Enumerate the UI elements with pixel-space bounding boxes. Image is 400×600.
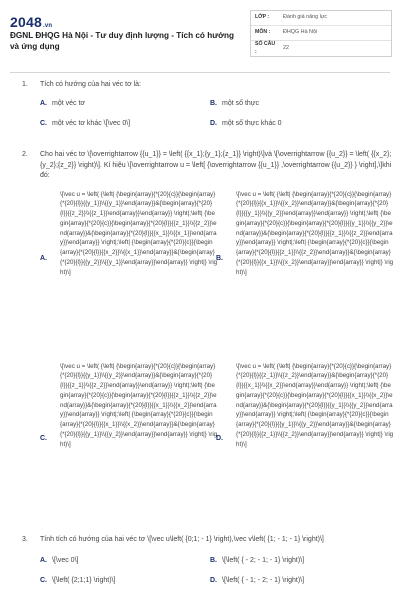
meta-key: MÔN : [255,29,271,36]
option-c[interactable] [40,576,115,586]
options [40,99,392,133]
option-label: C. [40,119,47,127]
option-a[interactable] [40,99,85,109]
meta-value: ĐHQG Hà Nội [283,29,318,36]
option-label: B. [210,556,217,564]
option-label: D. [210,576,217,584]
option-text: một số thực khác 0 [222,119,282,127]
option-d[interactable] [216,362,394,450]
meta-key: SỐ CÂU : [255,40,276,55]
question-text: Cho hai véc tơ \[\overrightarrow {{u_1}} = \left( {{x_1};{y_1};{z_1}} \right)\]và \[\overrightarrow {{u_2}} = \left( {{x_2};{y_2};{z_2}} \right)\]. Kí hiệu \[\overrightarrow u = \left[ {\overrightarrow {{u_1}} ,\overrightarrow {{u_2}} } \right],\]khi đó: [40,151,392,179]
option-label: A. [40,556,47,564]
option-label: B. [216,254,223,262]
options [40,554,392,594]
question-3 [22,535,392,594]
logo-main: 2048 [10,14,42,30]
meta-value: 22 [283,44,289,51]
option-text: \[\left( { - 2; - 1; - 1} \right)\] [222,556,305,564]
option-text: \[\vec u = \left( {\left| {\begin{array}{*{20}{c}}{\begin{array}{*{20}{l}}{{y_1}}\\{{y_2}}\end{array}}&{\begin{array}{*{20}{l}}{{z_1}}\\{{z_2}}\end{array}}\end{array}} \right|;\left| {\begin{array}{*{20}{c}}{\begin{array}{*{20}{l}}{{z_1}}\\{{z_2}}\end{array}}&{\begin{array}{*{20}{l}}{{x_1}}\\{{x_2}}\end{array}}\end{array}} \right|;\left| {\begin{array}{*{20}{c}}{\begin{array}{*{20}{l}}{{x_1}}\\{{x_2}}\end{array}}&{\begin{array}{*{20}{l}}{{y_1}}\\{{y_2}}\end{array}}\end{array}} \right|} \right)\] [60,362,218,448]
option-text: \[\vec 0\] [52,556,79,564]
question-number: 2. [22,151,28,158]
option-label: D. [216,434,223,442]
option-label: C. [40,576,47,584]
option-d[interactable] [210,119,282,129]
question-number: 3. [22,536,28,543]
worksheet-header [0,0,400,68]
question-2 [22,150,392,545]
option-label: A. [40,254,47,262]
option-label: C. [40,434,47,442]
question-1 [22,80,392,133]
option-a[interactable] [40,190,218,278]
option-text: \[\left( { - 1; - 2; - 1} \right)\] [222,576,305,584]
option-text: \[\vec u = \left( {\left| {\begin{array}{*{20}{c}}{\begin{array}{*{20}{l}}{{z_1}}\\{{z_2}}\end{array}}&{\begin{array}{*{20}{l}}{{x_1}}\\{{x_2}}\end{array}}\end{array}} \right|;\left| {\begin{array}{*{20}{c}}{\begin{array}{*{20}{l}}{{x_1}}\\{{x_2}}\end{array}}&{\begin{array}{*{20}{l}}{{y_1}}\\{{y_2}}\end{array}}\end{array}} \right|;\left| {\begin{array}{*{20}{c}}{\begin{array}{*{20}{l}}{{y_1}}\\{{y_2}}\end{array}}&{\begin{array}{*{20}{l}}{{z_1}}\\{{z_2}}\end{array}}\end{array}} \right|} \right)\] [236,362,394,448]
meta-table [250,10,392,57]
option-label: D. [210,119,217,127]
question-number: 1. [22,81,28,88]
worksheet-title: ĐGNL ĐHQG Hà Nội - Tư duy định lượng - Tích có hướng và ứng dụng [10,31,234,52]
option-text: một véc tơ [52,99,85,107]
option-b[interactable] [216,190,394,278]
option-label: B. [210,99,217,107]
meta-row-count [251,41,391,56]
option-text: một véc tơ khác \[\vec 0\] [52,119,131,127]
meta-key: LỚP : [255,14,270,21]
option-text: \[\left( {2;1;1} \right)\] [52,576,116,584]
header-divider [10,72,390,73]
meta-row-subject [251,26,391,41]
meta-row-class [251,11,391,26]
question-text: Tính tích có hướng của hai véc tơ \[\vec u\left( {0;1; - 1} \right),\vec v\left( {1; - 1; - 1} \right)\] [40,536,324,543]
option-b[interactable] [210,99,259,109]
option-text: \[\vec u = \left( {\left| {\begin{array}{*{20}{c}}{\begin{array}{*{20}{l}}{{y_1}}\\{{y_1}}\end{array}}&{\begin{array}{*{20}{l}}{{z_2}}\\{{z_1}}\end{array}}\end{array}} \right|;\left| {\begin{array}{*{20}{c}}{\begin{array}{*{20}{l}}{{z_1}}\\{{z_2}}\end{array}}&{\begin{array}{*{20}{l}}{{x_1}}\\{{x_1}}\end{array}}\end{array}} \right|;\left| {\begin{array}{*{20}{c}}{\begin{array}{*{20}{l}}{{x_2}}\\{{x_1}}\end{array}}&{\begin{array}{*{20}{l}}{{y_2}}\\{{y_1}}\end{array}}\end{array}} \right|} \right)\] [60,190,218,276]
option-c[interactable] [40,119,130,129]
option-text: \[\vec u = \left( {\left| {\begin{array}{*{20}{c}}{\begin{array}{*{20}{l}}{{x_1}}\\{{x_2}}\end{array}}&{\begin{array}{*{20}{l}}{{y_1}}\\{{y_2}}\end{array}}\end{array}} \right|;\left| {\begin{array}{*{20}{c}}{\begin{array}{*{20}{l}}{{y_1}}\\{{y_2}}\end{array}}&{\begin{array}{*{20}{l}}{{z_1}}\\{{z_2}}\end{array}}\end{array}} \right|;\left| {\begin{array}{*{20}{c}}{\begin{array}{*{20}{l}}{{z_1}}\\{{z_2}}\end{array}}&{\begin{array}{*{20}{l}}{{x_1}}\\{{x_2}}\end{array}}\end{array}} \right|} \right)\] [236,190,394,276]
question-text: Tích có hướng của hai véc tơ là: [40,81,142,88]
options [40,190,392,545]
option-text: một số thực [222,99,259,107]
logo-suffix: .vn [42,23,53,29]
option-a[interactable] [40,556,78,566]
option-label: A. [40,99,47,107]
option-b[interactable] [210,556,304,566]
option-c[interactable] [40,362,218,450]
option-d[interactable] [210,576,304,586]
meta-value: Đánh giá năng lực [283,14,328,21]
